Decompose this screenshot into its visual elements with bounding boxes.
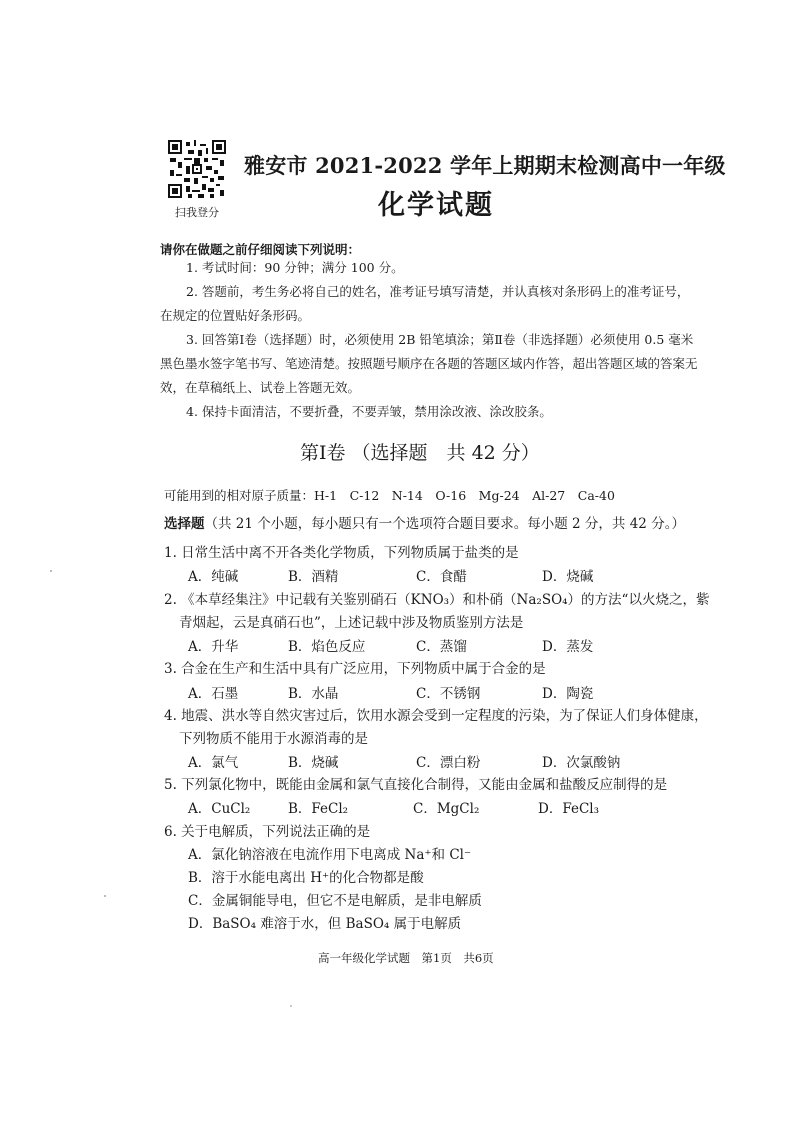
option-c: C．食醋: [416, 569, 467, 585]
option-d: D．次氯酸钠: [542, 755, 621, 771]
option-c: C．漂白粉: [416, 755, 481, 771]
option-b: B．水晶: [288, 686, 339, 702]
question-stem: 1. 日常生活中离不开各类化学物质，下列物质属于盐类的是: [164, 545, 519, 561]
exam-subject: 化学试题: [378, 190, 494, 221]
question-stem: 4. 地震、洪水等自然灾害过后，饮用水源会受到一定程度的污染，为了保证人们身体健康，: [164, 708, 708, 724]
option-d: D．BaSO₄ 难溶于水，但 BaSO₄ 属于电解质: [188, 916, 462, 932]
option-b: B．酒精: [288, 569, 339, 585]
option-a: A．CuCl₂: [188, 801, 251, 817]
question-stem: 2. 《本草经集注》中记载有关鉴别硝石（KNO₃）和朴硝（Na₂SO₄）的方法“以火烧之，紫: [164, 592, 710, 608]
scan-speck: [290, 1005, 292, 1007]
atomic-masses: 可能用到的相对原子质量：H-1 C-12 N-14 O-16 Mg-24 Al-27 Ca-40: [164, 488, 615, 503]
option-a: A．升华: [188, 639, 239, 655]
option-c: C．蒸馏: [416, 639, 467, 655]
option-a: A．纯碱: [188, 569, 239, 585]
option-b: B．焰色反应: [288, 639, 366, 655]
choice-intro: [164, 512, 685, 532]
page-footer: 高一年级化学试题 第1页 共6页: [318, 951, 494, 965]
qr-code-icon: [168, 140, 226, 198]
question-stem-cont: 下列物质不能用于水源消毒的是: [179, 731, 368, 747]
option-c: C．不锈钢: [416, 686, 481, 702]
question-stem: 3. 合金在生产和生活中具有广泛应用，下列物质中属于合金的是: [164, 661, 546, 677]
option-a: A．石墨: [188, 686, 239, 702]
scan-speck: [50, 570, 52, 572]
choice-intro-text: （共 21 个小题，每小题只有一个选项符合题目要求。每小题 2 分，共 42 分。）: [204, 516, 685, 532]
option-d: D．蒸发: [542, 639, 594, 655]
option-b: B．溶于水能电离出 H⁺的化合物都是酸: [188, 870, 424, 886]
option-d: D．烧碱: [542, 569, 594, 585]
instruction-item: 3. 回答第Ⅰ卷（选择题）时，必须使用 2B 铅笔填涂；第Ⅱ卷（非选择题）必须使用 0.5 毫米黑色墨水签字笔书写、笔迹清楚。按照题号顺序在各题的答题区域内作答，超出答题区域的答案无效，在草稿纸上、试卷上答题无效。: [160, 332, 698, 395]
section-title: 第Ⅰ卷 （选择题 共 42 分）: [300, 442, 540, 464]
choice-intro-label: 选择题: [164, 516, 205, 532]
question-stem: 6. 关于电解质，下列说法正确的是: [164, 824, 371, 840]
option-b: B．FeCl₂: [288, 801, 349, 817]
instructions-heading: 请你在做题之前仔细阅读下列说明：: [160, 242, 361, 257]
question-stem-cont: 青烟起，云是真硝石也”，上述记载中涉及物质鉴别方法是: [179, 615, 524, 631]
instruction-item: 1. 考试时间：90 分钟；满分 100 分。: [186, 260, 404, 275]
scan-speck: [104, 895, 106, 897]
question-stem: 5. 下列氯化物中，既能由金属和氯气直接化合制得，又能由金属和盐酸反应制得的是: [164, 777, 668, 793]
exam-title: 雅安市 2021-2022 学年上期期末检测高中一年级: [244, 153, 726, 178]
instruction-item: 2. 答题前，考生务必将自己的姓名，准考证号填写清楚，并认真核对条形码上的准考证号，在规定的位置贴好条形码。: [160, 284, 690, 323]
option-c: C．金属铜能导电，但它不是电解质，是非电解质: [188, 893, 482, 909]
instruction-item: 4. 保持卡面清洁，不要折叠，不要弄皱，禁用涂改液、涂改胶条。: [186, 404, 552, 419]
option-a: A．氯化钠溶液在电流作用下电离成 Na⁺和 Cl⁻: [188, 847, 472, 863]
option-d: D．FeCl₃: [538, 801, 600, 817]
option-c: C．MgCl₂: [413, 801, 480, 817]
option-b: B．烧碱: [288, 755, 339, 771]
qr-caption: 扫我登分: [175, 206, 219, 219]
option-a: A．氯气: [188, 755, 239, 771]
option-d: D．陶瓷: [542, 686, 594, 702]
